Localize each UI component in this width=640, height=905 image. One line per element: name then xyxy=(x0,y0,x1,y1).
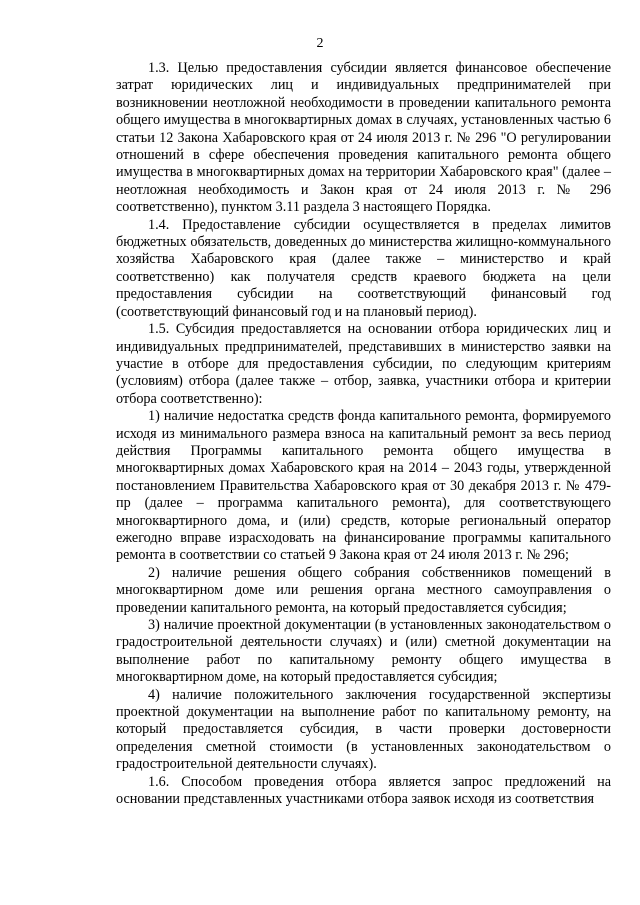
paragraph-1-6: 1.6. Способом проведения отбора является запрос предложений на основании представленных участниками отбора заявок исходя из соответствия xyxy=(116,773,611,808)
paragraph-1-4: 1.4. Предоставление субсидии осуществляется в пределах лимитов бюджетных обязательств, доведенных до министерства жилищно-коммунального хозяйства Хабаровского края (далее также – министерство и край соответственно) как получателя средств краевого бюджета на цели предоставления субсидии на соответствующий финансовый год (соответствующий финансовый год и на плановый период). xyxy=(116,216,611,320)
page-number: 2 xyxy=(316,36,324,51)
criterion-4: 4) наличие положительного заключения государственной экспертизы проектной документации на выполнение работ по капитальному ремонту, на который предоставляется субсидия, в части проверки достоверности определения сметной стоимости (в установленных законодательством о градостроительной деятельности случаях). xyxy=(116,686,611,773)
criterion-1: 1) наличие недостатка средств фонда капитального ремонта, формируемого исходя из минимального размера взноса на капитальный ремонт за весь период действия Программы капитального ремонта общего имущества в многоквартирных домах Хабаровского края на 2014 – 2043 годы, утвержденной постановлением Правительства Хабаровского края от 30 декабря 2013 г. № 479-пр (далее – программа капитального ремонта), для соответствующего многоквартирного дома, и (или) средств, которые региональный оператор ежегодно вправе израсходовать на финансирование программы капитального ремонта в соответствии со статьей 9 Закона края от 24 июля 2013 г. № 296; xyxy=(116,408,611,564)
paragraph-1-3: 1.3. Целью предоставления субсидии является финансовое обеспечение затрат юридических лиц и индивидуальных предпринимателей при возникновении неотложной необходимости в проведении капитального ремонта общего имущества в многоквартирных домах в случаях, установленных частью 6 статьи 12 Закона Хабаровского края от 24 июля 2013 г. № 296 "О регулировании отношений в сфере обеспечения проведения капитального ремонта общего имущества в многоквартирных домах на территории Хабаровского края" (далее – неотложная необходимость и Закон края от 24 июля 2013 г. № 296 соответственно), пунктом 3.11 раздела 3 настоящего Порядка. xyxy=(116,60,611,216)
document-body xyxy=(116,60,611,808)
paragraph-1-5: 1.5. Субсидия предоставляется на основании отбора юридических лиц и индивидуальных предпринимателей, представивших в министерство заявки на участие в отборе для предоставления субсидии, по следующим критериям (условиям) отбора (далее также – отбор, заявка, участники отбора и критерии отбора соответственно): xyxy=(116,321,611,407)
criterion-3: 3) наличие проектной документации (в установленных законодательством о градостроительной деятельности случаях) и (или) сметной документации на выполнение работ по капитальному ремонту общего имущества в многоквартирном доме, на который предоставляется субсидия; xyxy=(116,617,611,686)
criterion-2: 2) наличие решения общего собрания собственников помещений в многоквартирном доме или решения органа местного самоуправления о проведении капитального ремонта, на который предоставляется субсидия; xyxy=(116,564,611,616)
